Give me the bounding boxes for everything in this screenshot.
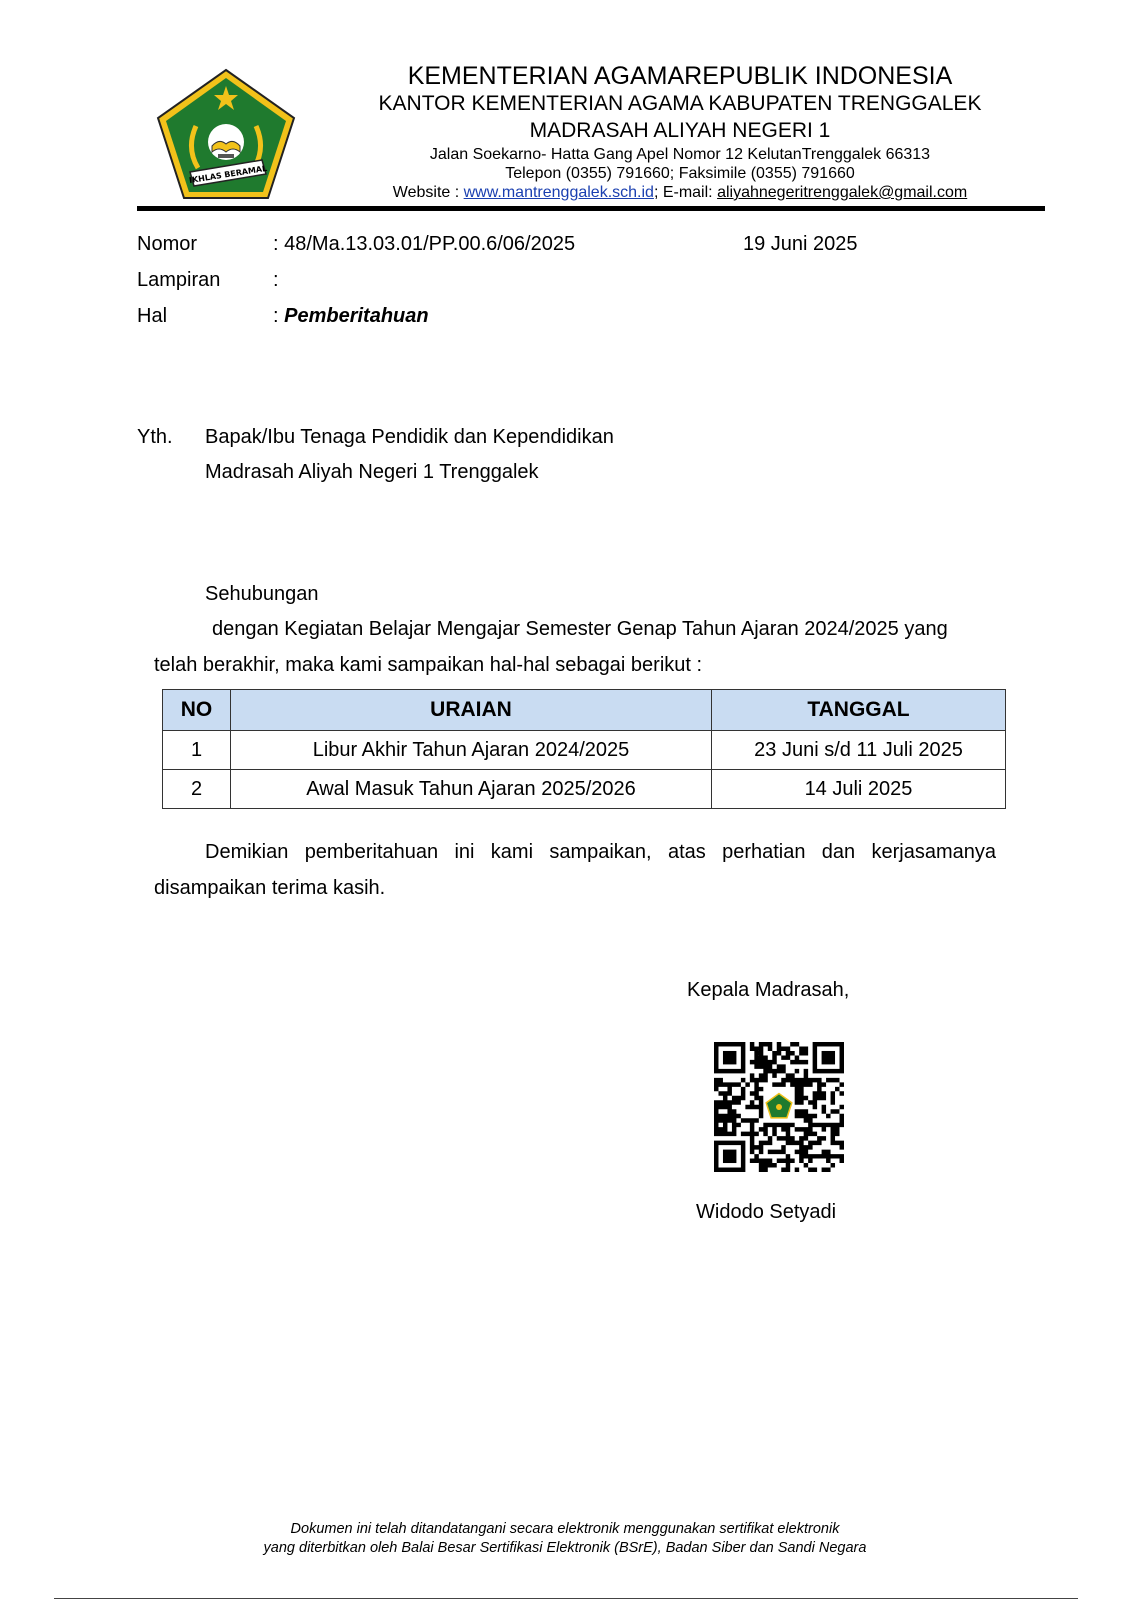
hal-value-line <box>273 305 429 328</box>
signature-qr-code <box>714 1042 844 1172</box>
schedule-table <box>162 689 1006 809</box>
hal-colon: : <box>273 305 285 327</box>
row-uraian: Awal Masuk Tahun Ajaran 2025/2026 <box>231 770 712 809</box>
letterhead-phone: Telepon (0355) 791660; Faksimile (0355) 791660 <box>505 165 855 182</box>
letterhead-school: MADRASAH ALIYAH NEGERI 1 <box>529 119 831 142</box>
ministry-logo <box>156 68 296 200</box>
recipient-line-2: Madrasah Aliyah Negeri 1 Trenggalek <box>205 461 539 483</box>
website-link[interactable]: www.mantrenggalek.sch.id <box>463 184 654 201</box>
lampiran-value: : <box>273 269 279 291</box>
letterhead-divider <box>137 206 1045 211</box>
email-label: ; E-mail: <box>653 184 718 201</box>
row-uraian: Libur Akhir Tahun Ajaran 2024/2025 <box>231 731 712 770</box>
website-label: Website : <box>392 184 464 201</box>
table-row <box>163 731 1006 770</box>
paragraph-1-last: telah berakhir, maka kami sampaikan hal-hal sebagai berikut : <box>154 654 703 676</box>
table-header-row <box>163 690 1006 731</box>
letterhead-ministry: KEMENTERIAN AGAMAREPUBLIK INDONESIA <box>407 62 953 90</box>
paragraph-2 <box>154 834 996 906</box>
row-no: 1 <box>163 731 231 770</box>
email-link[interactable]: aliyahnegeritrenggalek@gmail.com <box>717 184 968 201</box>
table-row <box>163 770 1006 809</box>
salutation: Yth. <box>137 426 173 448</box>
lampiran-label: Lampiran <box>137 269 221 291</box>
recipient-line-1: Bapak/Ibu Tenaga Pendidik dan Kependidikan <box>205 426 614 448</box>
paragraph-2-last: disampaikan terima kasih. <box>154 877 386 899</box>
row-tanggal: 14 Juli 2025 <box>712 770 1006 809</box>
footer-line-1: Dokumen ini telah ditandatangani secara elektronik menggunakan sertifikat elektronik <box>290 1521 840 1537</box>
row-tanggal: 23 Juni s/d 11 Juli 2025 <box>712 731 1006 770</box>
paragraph-1 <box>154 611 996 683</box>
footer-line-2: yang diterbitkan oleh Balai Besar Sertifikasi Elektronik (BSrE), Badan Siber dan Sandi Negara <box>263 1540 867 1556</box>
row-no: 2 <box>163 770 231 809</box>
header-uraian: URAIAN <box>231 690 712 731</box>
page-bottom-border <box>54 1598 1078 1599</box>
hal-value: Pemberitahuan <box>284 305 429 327</box>
letter-date: 19 Juni 2025 <box>743 233 858 255</box>
hal-label: Hal <box>137 305 168 327</box>
letterhead-office: KANTOR KEMENTERIAN AGAMA KABUPATEN TRENGGALEK <box>378 92 982 115</box>
paragraph-2-main: Demikian pemberitahuan ini kami sampaikan, atas perhatian dan kerjasamanya <box>205 841 996 863</box>
nomor-label: Nomor <box>137 233 198 255</box>
nomor-value: : 48/Ma.13.03.01/PP.00.6/06/2025 <box>273 233 576 255</box>
signer-name: Widodo Setyadi <box>696 1201 837 1223</box>
svg-text:IKHLAS BERAMAL: IKHLAS BERAMAL <box>188 163 268 186</box>
letterhead-contact <box>300 184 1060 202</box>
signature-title: Kepala Madrasah, <box>687 979 850 1001</box>
header-no: NO <box>163 690 231 731</box>
header-tanggal: TANGGAL <box>712 690 1006 731</box>
opening-word: Sehubungan <box>205 583 319 605</box>
paragraph-1-main: dengan Kegiatan Belajar Mengajar Semester Genap Tahun Ajaran 2024/2025 yang <box>212 618 948 640</box>
letterhead-address: Jalan Soekarno- Hatta Gang Apel Nomor 12 KelutanTrenggalek 66313 <box>429 146 931 163</box>
